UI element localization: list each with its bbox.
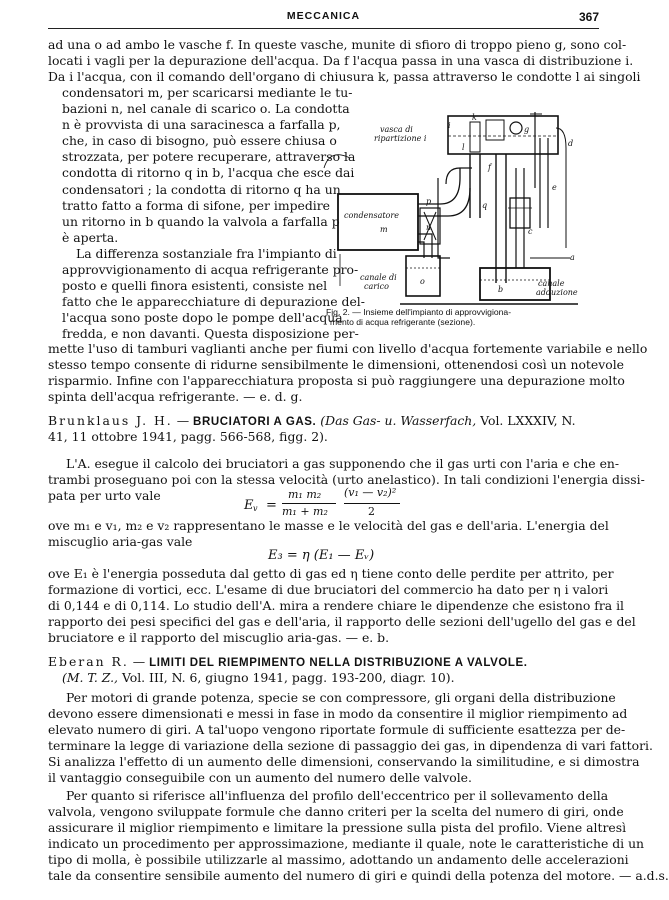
text-line: Per motori di grande potenza, specie se con compressore, gli organi della distribuzione [66, 690, 616, 705]
text-line: Per quanto si riferisce all'influenza del profilo dell'eccentrico per il sollevamento della [66, 788, 609, 803]
formula-lhs-sub: v [253, 504, 258, 513]
article-title: LIMITI DEL RIEMPIMENTO NELLA DISTRIBUZIONE A VALVOLE. [149, 657, 528, 669]
caption-line: Fig. 2. — Insieme dell'impianto di approvvigiona- [326, 307, 512, 317]
text-line: tale da consentire sensibile aumento del numero di giri e quindi della potenza del motore. — a.d.s. [48, 868, 669, 884]
page-number: 367 [578, 10, 599, 24]
text-line: valvola, vengono sviluppate formule che danno criteri per la scelta del numero di giri, onde [48, 804, 624, 820]
text-line: devono essere dimensionati e messi in fase in modo da consentire il miglior riempimento ad [48, 706, 628, 722]
label-q: q [482, 201, 488, 210]
label-i: i [448, 121, 451, 130]
text-line: L'A. esegue il calcolo dei bruciatori a gas supponendo che il gas urti con l'aria e che en- [66, 456, 620, 471]
text-line: assicurare il miglior riempimento e limitare la pressione sulla pista del profilo. Viene altresì [48, 820, 627, 836]
formula-numerator: m₁ m₂ [288, 488, 322, 501]
formula-numerator-2: (v₁ — v₂)² [344, 486, 397, 499]
label-vasca: vasca di [380, 125, 413, 134]
label-m: m [380, 225, 388, 234]
formula-denominator-2: 2 [368, 505, 375, 518]
article2-para2 [48, 518, 609, 550]
source: (M. T. Z., [62, 670, 118, 686]
text-line: indicato un procedimento per approssimazione, mediante il quale, note le caratteristiche di un [48, 836, 645, 852]
label-g: g [524, 125, 530, 134]
source-details: Vol. III, N. 6, giugno 1941, pagg. 193-200, diagr. 10). [118, 670, 455, 686]
author: Brunklaus J. H. [48, 413, 173, 428]
formula-lhs: E [244, 498, 254, 513]
label-d: d [568, 139, 574, 148]
text-line: risparmio. Infine con l'apparecchiatura proposta si può raggiungere una depurazione molto [48, 373, 625, 389]
label-carico: carico [364, 282, 389, 291]
label-n: n [426, 223, 432, 232]
text-line: l'acqua sono poste dopo le pompe dell'acqua [62, 310, 343, 326]
article3-para1 [48, 690, 653, 787]
source: (Das Gas- u. Wasserfach, [320, 413, 477, 428]
text-line: terminare la legge di variazione della sezione di passaggio dei gas, in dipendenza di vari fattori. [48, 738, 653, 754]
label-o: o [420, 277, 425, 286]
figure-caption [326, 307, 598, 327]
label-canale-adduzione: canale [538, 279, 565, 288]
text-line: miscuglio aria-gas vale [48, 534, 193, 550]
caption-line: mento di acqua refrigerante (sezione). [330, 317, 476, 327]
text-line: elevato numero di giri. A tal'uopo vengono riportate formule di sufficiente esattezza per de- [48, 722, 626, 738]
text-line: strozzata, per potere recuperare, attraverso la [62, 149, 356, 165]
text-line: La differenza sostanziale fra l'impianto di [76, 245, 337, 261]
text-line: ove E₁ è l'energia posseduta dal getto di gas ed η tiene conto delle perdite per attrito, per [48, 566, 614, 581]
text-line: condotta di ritorno q in b, l'acqua che esce dai [62, 165, 355, 181]
text-line: mette l'uso di tamburi vaglianti anche per fiumi con livello d'acqua fortemente variabile e nello [48, 341, 648, 356]
label-e: e [552, 183, 557, 192]
article-title: BRUCIATORI A GAS. [193, 416, 317, 428]
label-a: a [570, 253, 575, 262]
formula-energy-loss [244, 486, 444, 518]
section-title: MECCANICA [286, 10, 361, 22]
text-line: un ritorno in b quando la valvola a farfalla p [62, 213, 340, 229]
valve-g-icon [510, 122, 522, 134]
separator: — [172, 413, 194, 428]
text-line: bazioni n, nel canale di scarico o. La condotta [62, 101, 350, 117]
text-line: stesso tempo consente di ridurne sensibilmente le dimensioni, ottenendosi così un notevole [48, 357, 625, 373]
text-line: spinta dell'acqua refrigerante. — e. d. g. [48, 389, 303, 405]
label-k: k [472, 113, 477, 122]
text-line: condensatori m, per scaricarsi mediante le tu- [62, 85, 353, 100]
label-p: p [426, 197, 432, 206]
text-line: locati i vagli per la depurazione dell'acqua. Da f l'acqua passa in una vasca di distribuzione i. [48, 53, 634, 69]
text-line: trambi proseguano poi con la stessa velocità (urto anelastico). In tali condizioni l'energia dissi- [48, 472, 645, 488]
article1-intro [48, 37, 641, 85]
reference-line: 41, 11 ottobre 1941, pagg. 566-568, figg. 2). [48, 429, 328, 445]
separator: — [128, 654, 150, 669]
text-line: di 0,144 e di 0,114. Lo studio dell'A. mira a rendere chiare le dipendenze che esistono fra il [48, 598, 625, 614]
text-line: condensatori ; la condotta di ritorno q ha un [62, 181, 341, 197]
label-canale-carico: canale di [360, 273, 397, 282]
label-b: b [498, 285, 504, 294]
formula-mixture-energy: E₃ = η (E₁ — Eᵥ) [268, 548, 375, 563]
condenser [338, 194, 418, 250]
text-line: Da i l'acqua, con il comando dell'organo di chiusura k, passa attraverso le condotte l ai singoli [48, 69, 641, 85]
text-line: pata per urto vale [48, 488, 161, 504]
label-c: c [528, 227, 533, 236]
article3-reference [48, 654, 596, 686]
label-ripartizione: ripartizione i [374, 134, 427, 143]
text-line: fredda, e non davanti. Questa disposizione per- [62, 326, 359, 342]
text-line: approvvigionamento di acqua refrigerante pro- [62, 262, 359, 278]
text-line: tipo di molla, è possibile utilizzarle al massimo, adottando un andamento delle accelerazioni [48, 852, 629, 868]
article2-para3 [48, 566, 636, 646]
formula-denominator: m₁ + m₂ [282, 505, 328, 518]
text-line: fatto che le apparecchiature di depurazione del- [62, 294, 365, 310]
source-details: Vol. LXXXIV, N. [476, 413, 576, 428]
article1-column [62, 85, 365, 343]
text-line: il vantaggio conseguibile con un aumento del numero delle valvole. [48, 770, 472, 786]
text-line: ove m₁ e v₁, m₂ e v₂ rappresentano le masse e le velocità del gas e dell'aria. L'energia del [48, 518, 609, 533]
text-line: bruciatore e il rapporto del miscuglio aria-gas. — e. b. [48, 630, 390, 646]
text-line: ad una o ad ambo le vasche f. In queste vasche, munite di sfioro di troppo pieno g, sono col- [48, 37, 627, 52]
formula-equals: = [266, 498, 277, 513]
label-f: f [488, 163, 491, 172]
author: Eberan R. [48, 654, 129, 669]
text-line: è aperta. [62, 229, 119, 245]
text-line: Si analizza l'effetto di un aumento delle dimensioni, conservando la similitudine, e si dimostra [48, 754, 640, 770]
article3-para2 [48, 788, 669, 885]
label-l: l [462, 143, 465, 152]
label-condensatore: condensatore [344, 211, 399, 220]
running-header [48, 10, 599, 29]
label-adduzione: adduzione [536, 288, 578, 297]
discharge-basin [406, 256, 440, 296]
article2-reference [48, 413, 596, 445]
text-line: rapporto dei pesi specifici del gas e dell'aria, il rapporto delle sezioni dell'ugello del gas e del [48, 614, 636, 630]
text-line: tratto fatto a forma di sifone, per impedire [62, 197, 330, 213]
plant-diagram [320, 108, 596, 318]
text-line: formazione di vortici, ecc. L'esame di due bruciatori del commercio ha dato per η i valori [48, 582, 609, 598]
text-line: n è provvista di una saracinesca a farfalla p, [62, 117, 341, 133]
text-line: posto e quelli finora esistenti, consiste nel [62, 278, 328, 294]
article1-closing [48, 341, 648, 405]
text-line: che, in caso di bisogno, può essere chiusa o [62, 133, 337, 149]
